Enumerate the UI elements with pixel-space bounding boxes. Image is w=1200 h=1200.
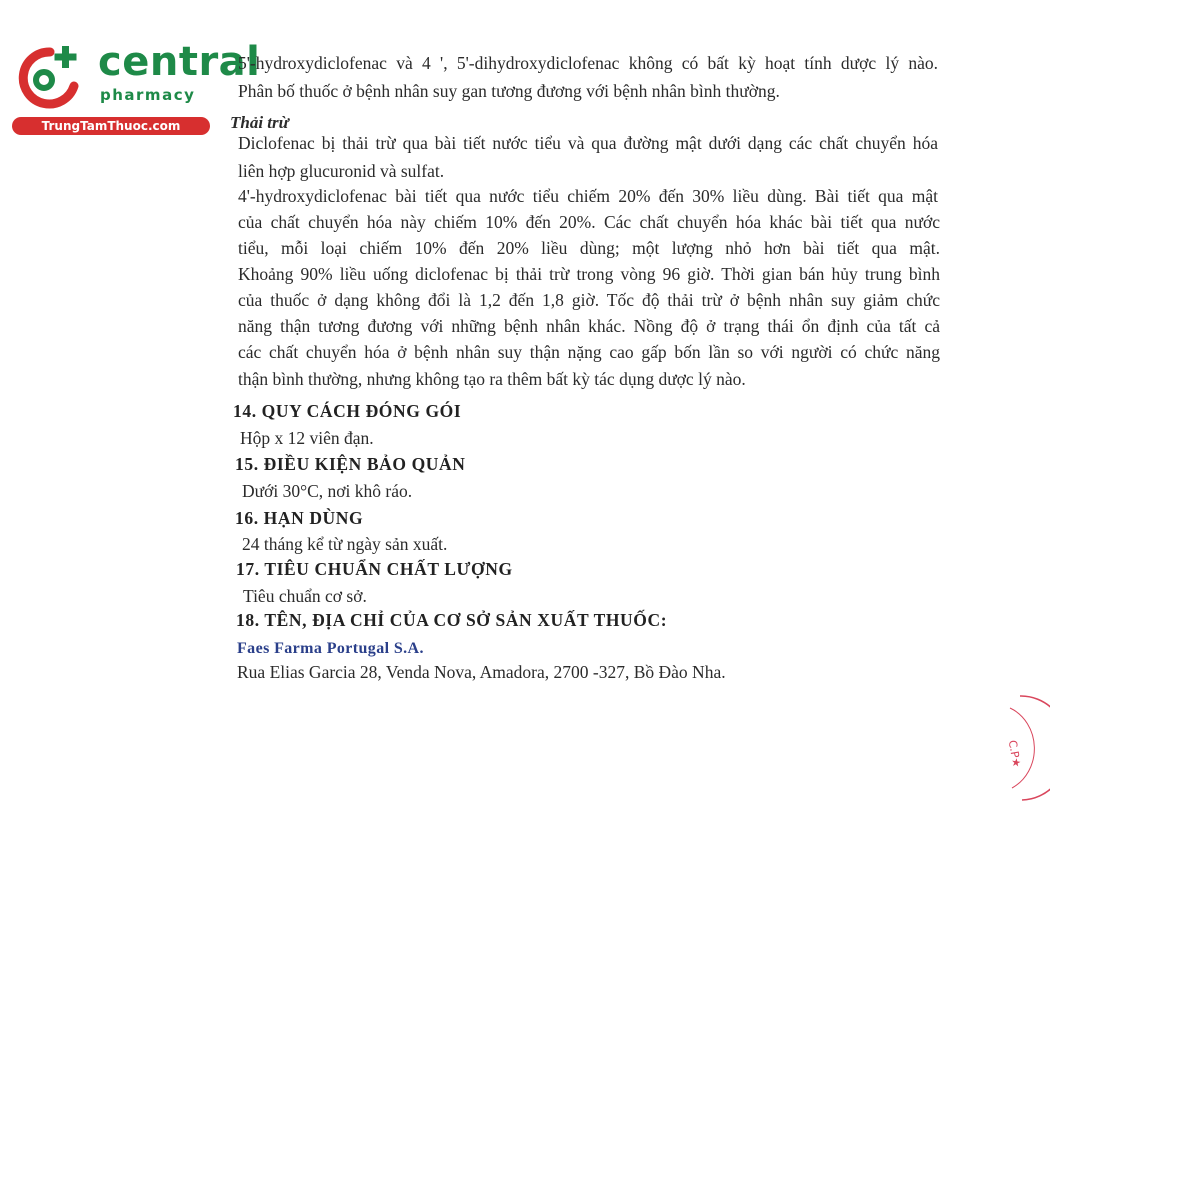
section-18-address: Rua Elias Garcia 28, Venda Nova, Amadora, 2700 -327, Bồ Đào Nha.	[237, 662, 726, 682]
body-line: Khoảng 90% liều uống diclofenac bị thải trừ trong vòng 96 giờ. Thời gian bán hủy trung bình	[238, 264, 940, 284]
body-line: Diclofenac bị thải trừ qua bài tiết nước tiểu và qua đường mật dưới dạng các chất chuyển hóa	[238, 133, 938, 153]
section-17-title: 17. TIÊU CHUẨN CHẤT LƯỢNG	[236, 559, 513, 579]
section-16-text: 24 tháng kể từ ngày sản xuất.	[242, 534, 448, 554]
body-line: thận bình thường, nhưng không tạo ra thêm bất kỳ tác dụng dược lý nào.	[238, 369, 746, 389]
body-line: 4'-hydroxydiclofenac bài tiết qua nước tiểu chiếm 20% đến 30% liều dùng. Bài tiết qua mật	[238, 186, 938, 206]
body-line: năng thận tương đương với những bệnh nhân khác. Nồng độ ở trạng thái ổn định của tất cả	[238, 316, 940, 336]
body-line: liên hợp glucuronid và sulfat.	[238, 161, 445, 181]
section-17-text: Tiêu chuẩn cơ sở.	[243, 586, 367, 606]
logo-name: central	[98, 39, 261, 85]
section-14-text: Hộp x 12 viên đạn.	[240, 428, 374, 448]
logo-website: TrungTamThuoc.com	[12, 117, 210, 135]
body-line: 5'-hydroxydiclofenac và 4 ', 5'-dihydroxydiclofenac không có bất kỳ hoạt tính dược lý nào.	[238, 53, 938, 73]
logo-subtitle: pharmacy	[100, 86, 196, 104]
subheading-thai-tru: Thải trừ	[230, 113, 289, 132]
section-16-title: 16. HẠN DÙNG	[235, 508, 364, 528]
section-15-title: 15. ĐIỀU KIỆN BẢO QUẢN	[235, 454, 466, 474]
red-stamp-mark	[1000, 688, 1050, 808]
section-15-text: Dưới 30°C, nơi khô ráo.	[242, 481, 413, 501]
body-line: của chất chuyển hóa này chiếm 10% đến 20%. Các chất chuyển hóa khác bài tiết qua nước	[238, 212, 940, 232]
body-line: Phân bố thuốc ở bệnh nhân suy gan tương đương với bệnh nhân bình thường.	[238, 81, 780, 101]
section-18-title: 18. TÊN, ĐỊA CHỈ CỦA CƠ SỞ SẢN XUẤT THUỐC:	[236, 610, 668, 630]
body-line: tiểu, mỗi loại chiếm 10% đến 20% liều dùng; một lượng nhỏ hơn bài tiết qua mật.	[238, 238, 940, 258]
body-line: của thuốc ở dạng không đổi là 1,2 đến 1,8 giờ. Tốc độ thải trừ ở bệnh nhân suy giảm chức	[238, 290, 940, 310]
section-18-company: Faes Farma Portugal S.A.	[237, 640, 424, 657]
pharmacy-logo-icon	[10, 40, 90, 110]
section-14-title: 14. QUY CÁCH ĐÓNG GÓI	[233, 401, 462, 421]
stamp-text: C.P★	[1005, 739, 1024, 769]
body-line: các chất chuyển hóa ở bệnh nhân suy thận nặng cao gấp bốn lần so với người có chức năng	[238, 342, 940, 362]
